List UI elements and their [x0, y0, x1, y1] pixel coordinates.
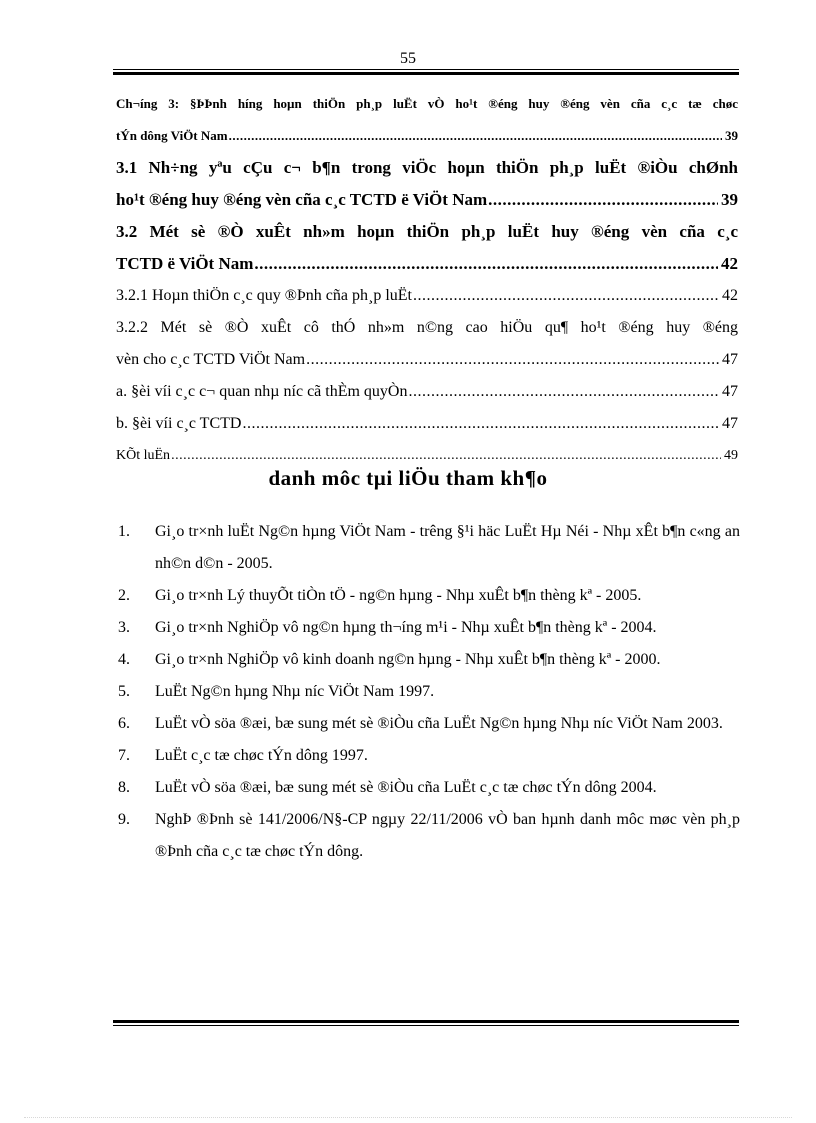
reference-number: 5. — [118, 683, 130, 700]
dot-leader — [408, 376, 719, 408]
reference-item — [118, 804, 740, 868]
toc-entry-line — [116, 312, 738, 344]
references-title: danh môc tµi liÖu tham kh¶o — [268, 466, 548, 490]
toc-entry-line — [116, 344, 738, 376]
page-number: 55 — [400, 50, 416, 67]
header-rule-thin — [113, 69, 739, 70]
reference-item — [118, 772, 740, 804]
toc-entry-text: KÕt luËn — [116, 448, 171, 463]
reference-text: Gi¸o tr×nh NghiÖp vô kinh doanh ng©n hµng - Nhµ xuÊt b¶n thèng kª - 2000. — [155, 651, 661, 668]
reference-number: 9. — [118, 811, 130, 828]
references-list — [118, 516, 740, 868]
dot-leader — [254, 248, 718, 280]
reference-number: 1. — [118, 523, 130, 540]
toc-entry-line — [116, 248, 738, 280]
toc-entry-text: TCTD ë ViÖt Nam — [116, 254, 254, 273]
dot-leader — [413, 280, 719, 312]
reference-text: LuËt c¸c tæ chøc tÝn dông 1997. — [155, 747, 368, 764]
toc-entry-3-2-1[interactable] — [116, 280, 738, 312]
toc-entry-text: 3.2 Mét sè ®Ò xuÊt nh»m hoµn thiÖn ph¸p luËt huy ®éng vèn cña c¸c — [116, 222, 738, 241]
toc-page-number: 49 — [724, 448, 738, 463]
toc-entry-chapter-3[interactable] — [116, 88, 738, 152]
toc-entry-3-2-2[interactable] — [116, 312, 738, 376]
footer-rule-thick — [113, 1020, 739, 1023]
reference-text: LuËt Ng©n hµng Nhµ níc ViÖt Nam 1997. — [155, 683, 435, 700]
reference-text: Gi¸o tr×nh NghiÖp vô ng©n hµng th¬íng m¹i - Nhµ xuÊt b¶n thèng kª - 2004. — [155, 619, 657, 636]
toc-entry-line — [116, 184, 738, 216]
dot-leader — [306, 344, 719, 376]
reference-number: 8. — [118, 779, 130, 796]
reference-item — [118, 676, 740, 708]
toc-entry-text: 3.2.2 Mét sè ®Ò xuÊt cô thÓ nh»m n©ng cao hiÖu qu¶ ho¹t ®éng huy ®éng — [116, 319, 738, 336]
reference-number: 7. — [118, 747, 130, 764]
toc-page-number: 47 — [722, 415, 738, 432]
toc-entry-3-2[interactable] — [116, 216, 738, 280]
toc-entry-a[interactable] — [116, 376, 738, 408]
reference-text: Gi¸o tr×nh Lý thuyÕt tiÒn tÖ - ng©n hµng - Nhµ xuÊt b¶n thèng kª - 2005. — [155, 587, 642, 604]
toc-page-number: 47 — [722, 351, 738, 368]
reference-number: 2. — [118, 587, 130, 604]
toc-entry-text: 3.2.1 Hoµn thiÖn c¸c quy ®Þnh cña ph¸p luËt — [116, 287, 412, 304]
toc-page-number: 42 — [722, 287, 738, 304]
toc-entry-line — [116, 120, 738, 152]
toc-entry-text: 3.1 Nh÷ng yªu cÇu c¬ b¶n trong viÖc hoµn thiÖn ph¸p luËt ®iÒu chØnh — [116, 158, 738, 177]
toc-entry-line — [116, 216, 738, 248]
reference-number: 4. — [118, 651, 130, 668]
reference-item — [118, 740, 740, 772]
toc-entry-text: ho¹t ®éng huy ®éng vèn cña c¸c TCTD ë ViÖt Nam — [116, 190, 488, 209]
toc-entry-text: a. §èi víi c¸c c¬ quan nhµ níc cã thÈm quyÒn — [116, 383, 408, 400]
reference-item — [118, 708, 740, 740]
toc-page-number: 39 — [721, 190, 738, 209]
reference-number: 6. — [118, 715, 130, 732]
dot-leader — [229, 120, 722, 152]
toc-entry-text: tÝn dông ViÖt Nam — [116, 128, 228, 143]
reference-item — [118, 612, 740, 644]
reference-number: 3. — [118, 619, 130, 636]
reference-item — [118, 580, 740, 612]
header-rule-thick — [113, 72, 739, 75]
toc-entry-3-1[interactable] — [116, 152, 738, 216]
header-rule — [113, 69, 739, 75]
page-edge-dotted-line — [24, 1117, 792, 1118]
toc-entry-line — [116, 408, 738, 440]
footer-rule — [113, 1020, 739, 1026]
table-of-contents — [116, 88, 738, 472]
reference-text: Gi¸o tr×nh luËt Ng©n hµng ViÖt Nam - trêng §¹i häc LuËt Hµ Néi - Nhµ xÊt b¶n c«ng an nh©n d©n - 2005. — [155, 523, 740, 572]
toc-page-number: 47 — [722, 383, 738, 400]
reference-text: NghÞ ®Þnh sè 141/2006/N§-CP ngµy 22/11/2006 vÒ ban hµnh danh môc møc vèn ph¸p ®Þnh cña c¸c tæ chøc tÝn dông. — [155, 811, 740, 860]
toc-entry-line — [116, 152, 738, 184]
toc-entry-line — [116, 88, 738, 120]
toc-entry-text: Ch¬íng 3: §ÞÞnh híng hoµn thiÖn ph¸p luËt vÒ ho¹t ®éng huy ®éng vèn cña c¸c tæ chøc — [116, 96, 738, 111]
dot-leader — [488, 184, 718, 216]
toc-entry-text: vèn cho c¸c TCTD ViÖt Nam — [116, 351, 306, 368]
reference-item — [118, 644, 740, 676]
toc-entry-text: b. §èi víi c¸c TCTD — [116, 415, 242, 432]
reference-item — [118, 516, 740, 580]
toc-entry-line — [116, 376, 738, 408]
dot-leader — [242, 408, 719, 440]
toc-entry-line — [116, 280, 738, 312]
toc-page-number: 42 — [721, 254, 738, 273]
toc-page-number: 39 — [725, 128, 738, 143]
reference-text: LuËt vÒ söa ®æi, bæ sung mét sè ®iÒu cña LuËt Ng©n hµng Nhµ níc ViÖt Nam 2003. — [155, 715, 723, 732]
footer-rule-thin — [113, 1025, 739, 1026]
toc-entry-b[interactable] — [116, 408, 738, 440]
reference-text: LuËt vÒ söa ®æi, bæ sung mét sè ®iÒu cña LuËt c¸c tæ chøc tÝn dông 2004. — [155, 779, 657, 796]
